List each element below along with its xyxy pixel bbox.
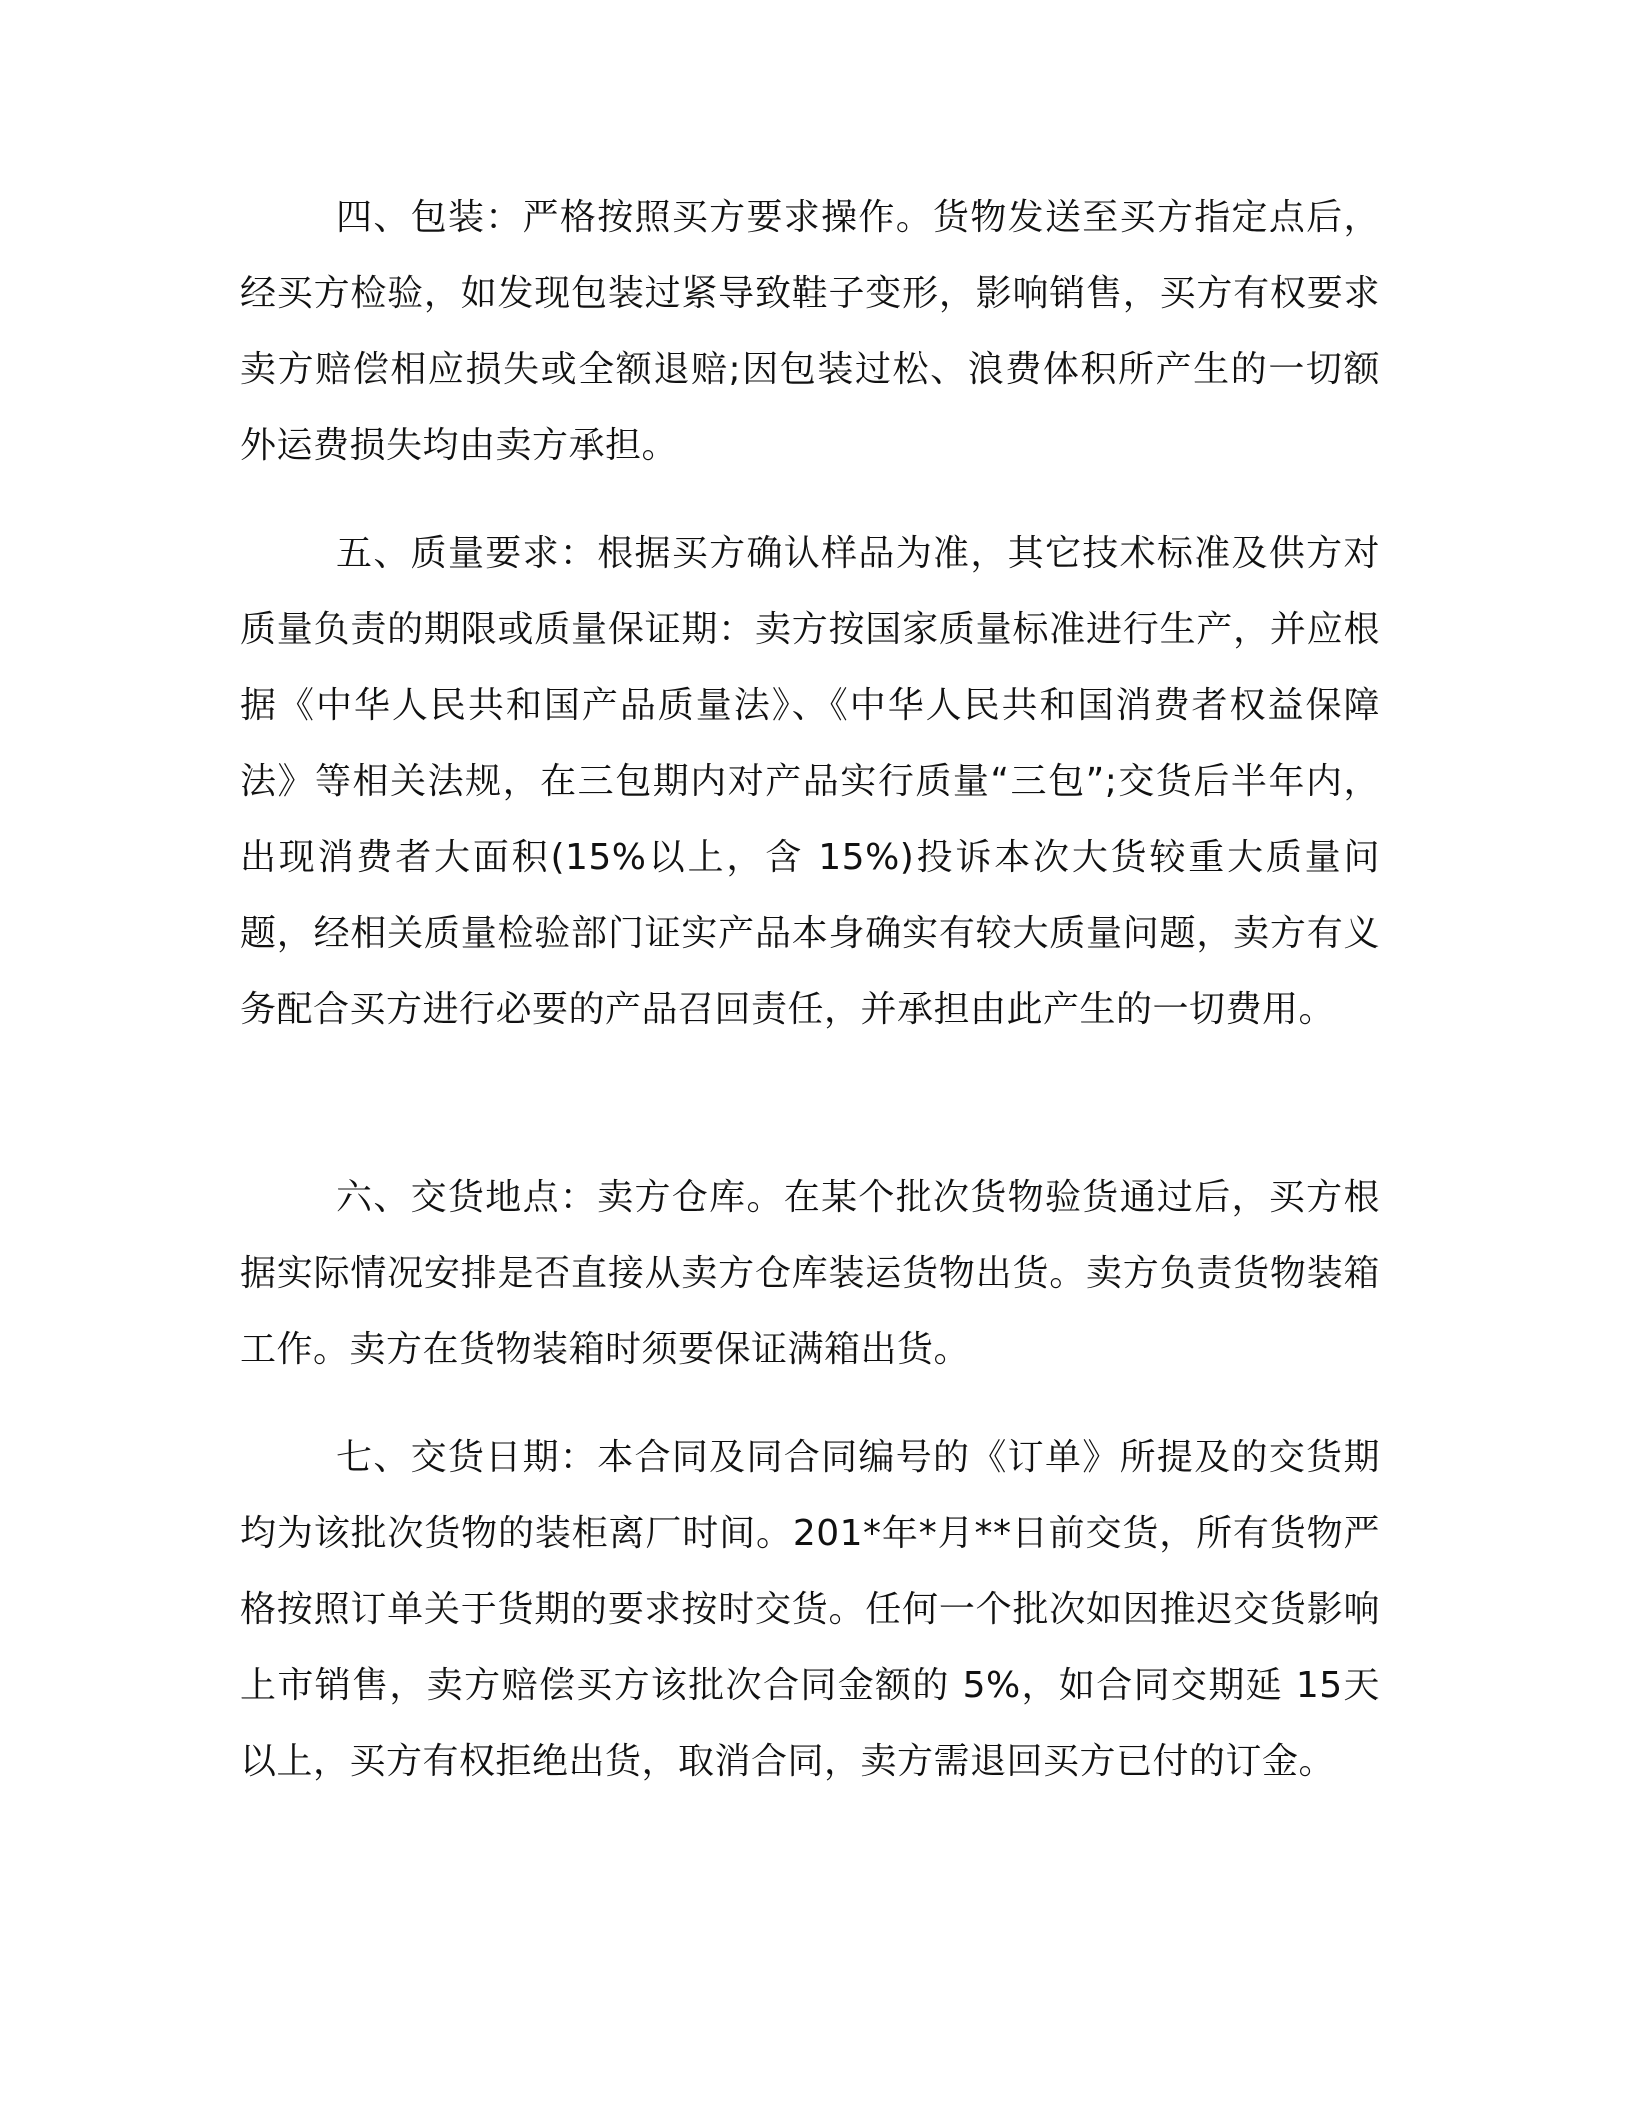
- clause-delivery-date: 七、交货日期：本合同及同合同编号的《订单》所提及的交货期均为该批次货物的装柜离厂时间。201*年*月**日前交货，所有货物严格按照订单关于货期的要求按时交货。任何一个批次如因推迟交货影响上市销售，卖方赔偿买方该批次合同金额的 5%，如合同交期延 15天以上，买方有权拒绝出货，取消合同，卖方需退回买方已付的订金。: [240, 1437, 1380, 1782]
- clause-packaging: 四、包装：严格按照买方要求操作。货物发送至买方指定点后，经买方检验，如发现包装过紧导致鞋子变形，影响销售，买方有权要求卖方赔偿相应损失或全额退赔;因包装过松、浪费体积所产生的一切额外运费损失均由卖方承担。: [240, 197, 1380, 466]
- clause-delivery-location: 六、交货地点：卖方仓库。在某个批次货物验货通过后，买方根据实际情况安排是否直接从卖方仓库装运货物出货。卖方负责货物装箱工作。卖方在货物装箱时须要保证满箱出货。: [240, 1177, 1380, 1370]
- clause-quality-requirements: 五、质量要求：根据买方确认样品为准，其它技术标准及供方对质量负责的期限或质量保证期：卖方按国家质量标准进行生产，并应根据《中华人民共和国产品质量法》、《中华人民共和国消费者权益保障法》等相关法规，在三包期内对产品实行质量“三包”;交货后半年内，出现消费者大面积(15%以上，含 15%)投诉本次大货较重大质量问题，经相关质量检验部门证实产品本身确实有较大质量问题，卖方有义务配合买方进行必要的产品召回责任，并承担由此产生的一切费用。: [240, 533, 1380, 1030]
